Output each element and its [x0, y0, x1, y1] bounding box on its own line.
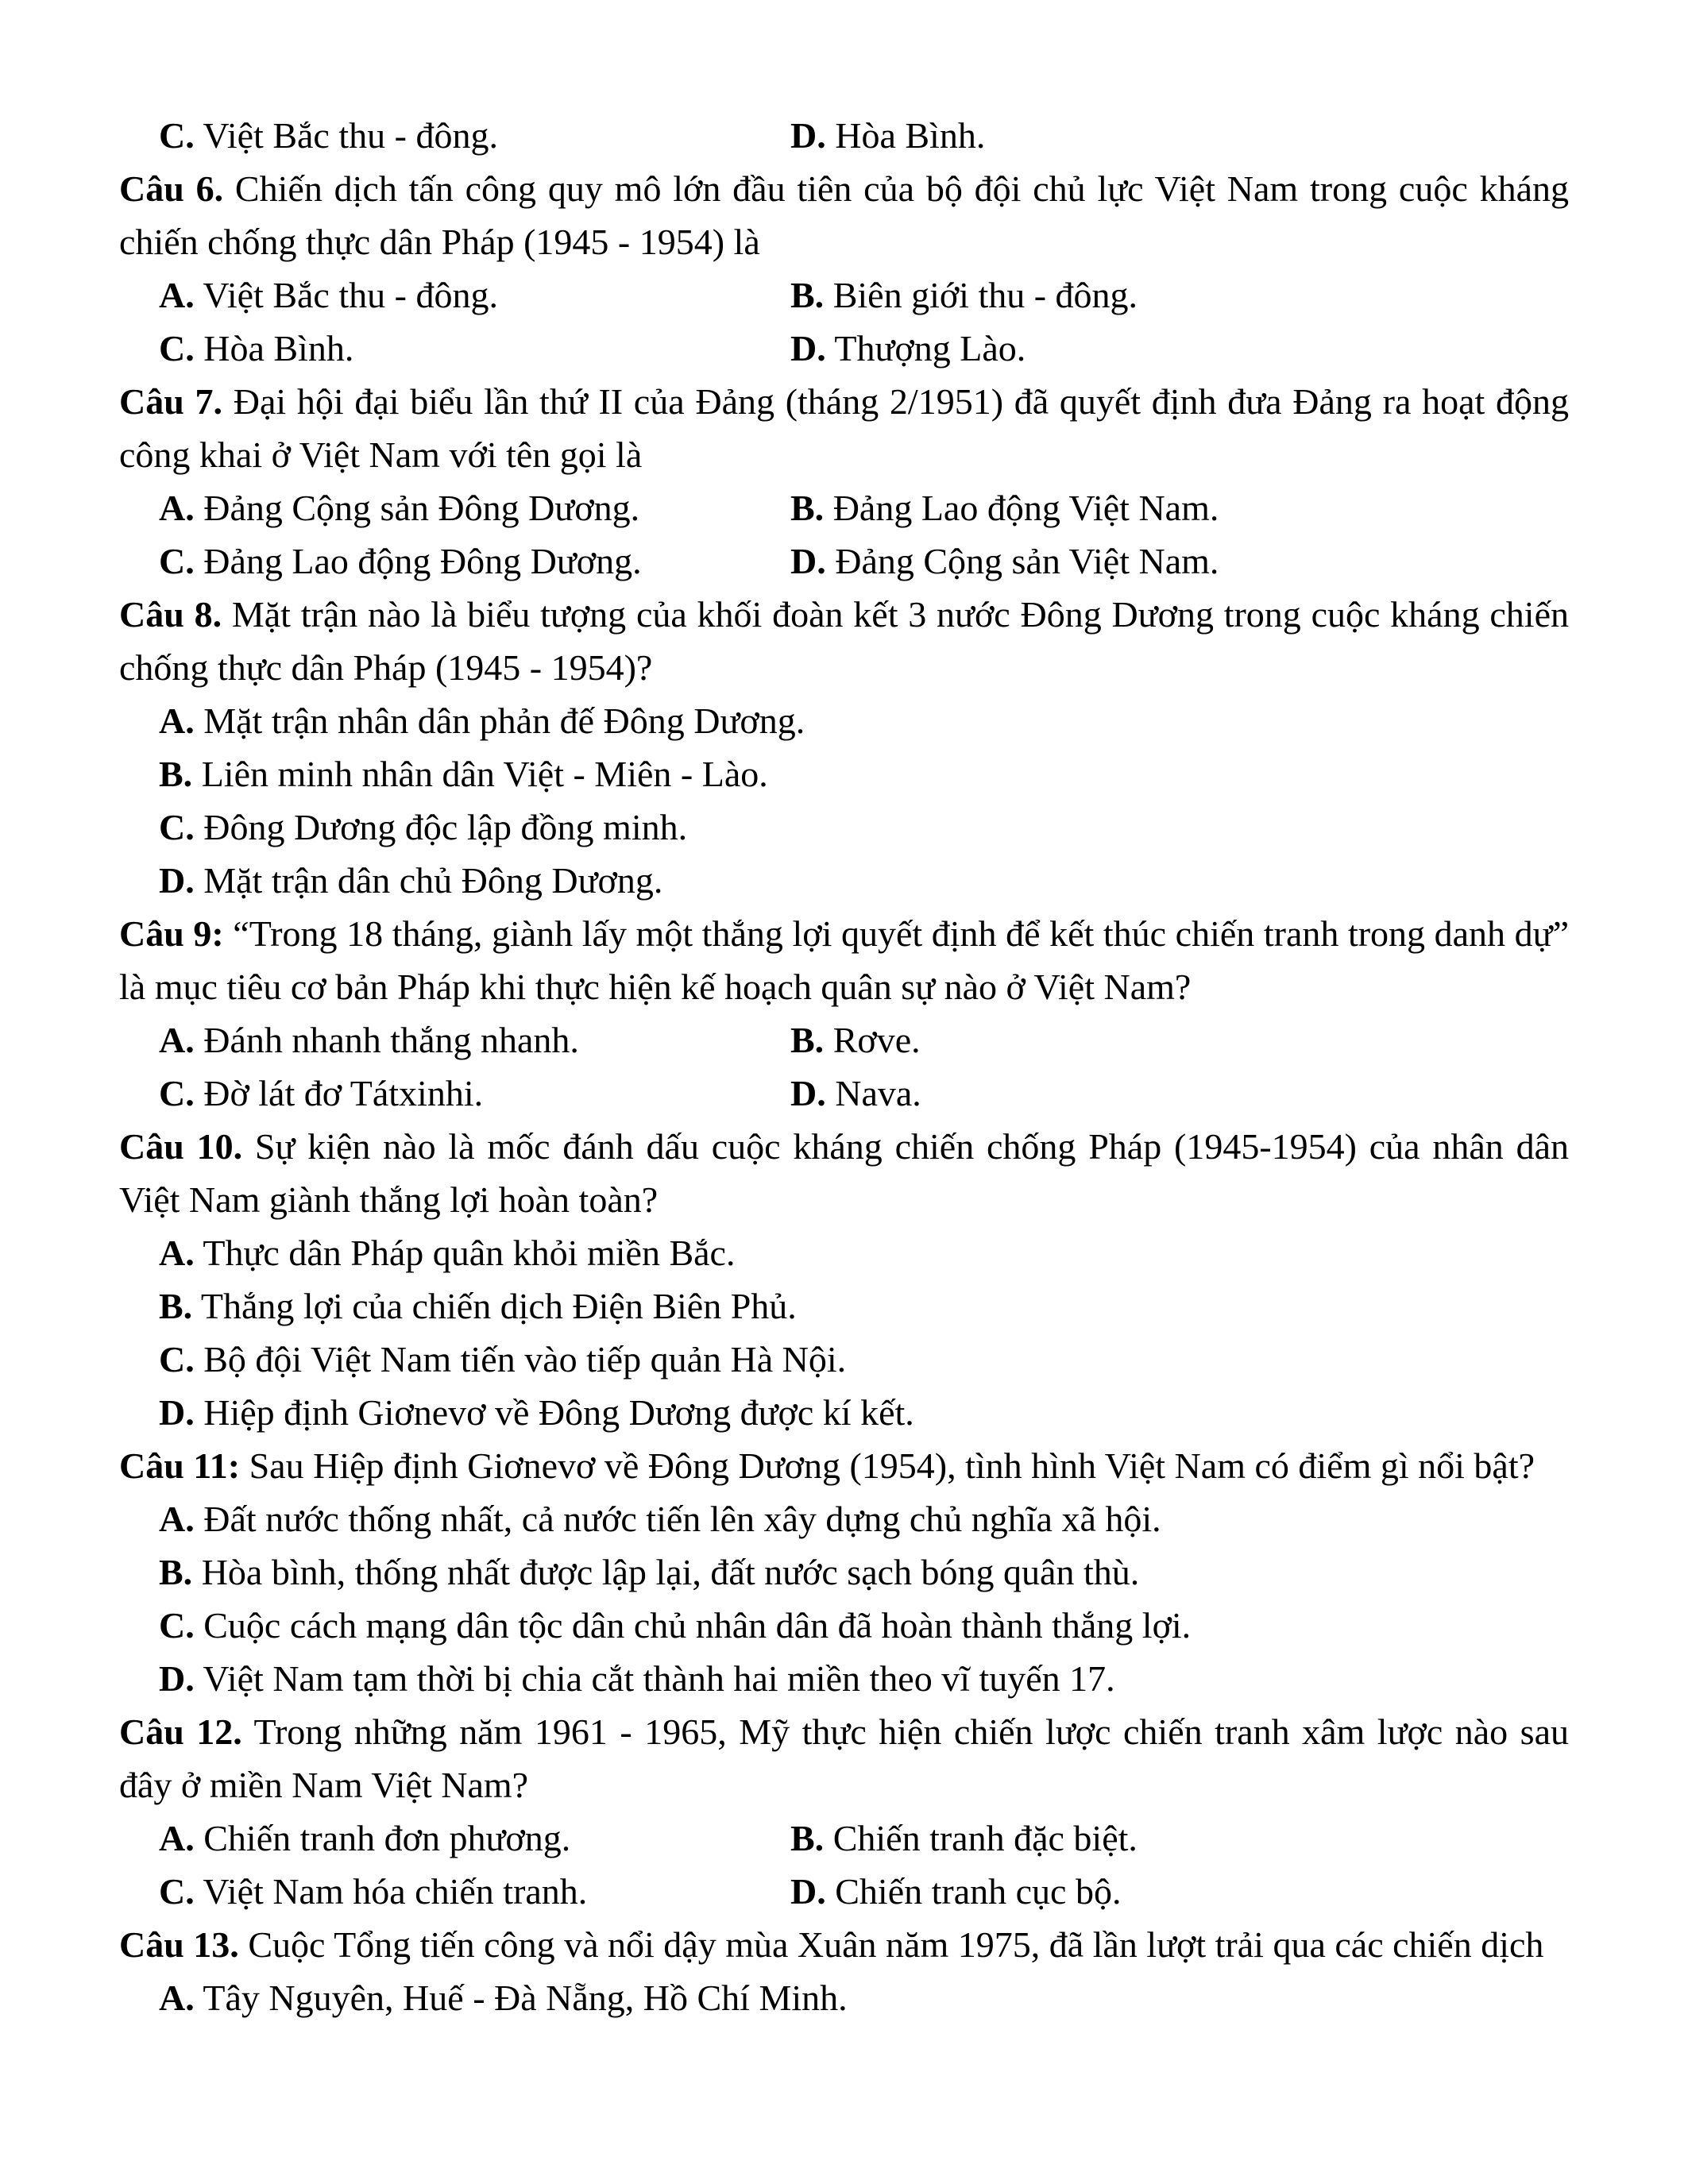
- option: [159, 1392, 914, 1433]
- question-label: Câu 11:: [119, 1445, 241, 1486]
- option: [159, 1978, 848, 2018]
- option-text: Mặt trận dân chủ Đông Dương.: [194, 860, 663, 901]
- option-text: Đờ lát đơ Tátxinhi.: [194, 1073, 484, 1113]
- option-text: Việt Nam hóa chiến tranh.: [194, 1871, 588, 1912]
- option-text: Hiệp định Giơnevơ về Đông Dương được kí kết.: [194, 1392, 914, 1433]
- option-letter: D.: [159, 1658, 195, 1699]
- option-line: [119, 1333, 1569, 1386]
- question-text: Đại hội đại biểu lần thứ II của Đảng (tháng 2/1951) đã quyết định đưa Đảng ra hoạt động công khai ở Việt Nam với tên gọi là: [119, 381, 1569, 475]
- question-paragraph: [119, 375, 1569, 481]
- option-text: Thắng lợi của chiến dịch Điện Biên Phủ.: [192, 1286, 797, 1326]
- question-paragraph: [119, 907, 1569, 1013]
- option-text: Việt Bắc thu - đông.: [194, 115, 498, 156]
- option-cell: [790, 322, 1569, 375]
- option: [159, 328, 353, 369]
- option-cell: [159, 322, 790, 375]
- option-cell: [790, 268, 1569, 322]
- option-text: Bộ đội Việt Nam tiến vào tiếp quản Hà Nội.: [194, 1339, 847, 1379]
- option-letter: C.: [159, 807, 195, 847]
- question-text: Cuộc Tổng tiến công và nổi dậy mùa Xuân năm 1975, đã lần lượt trải qua các chiến dịch: [238, 1924, 1544, 1965]
- option-line: [119, 1652, 1569, 1705]
- question-label: Câu 6.: [119, 168, 224, 209]
- option-text: Đất nước thống nhất, cả nước tiến lên xây dựng chủ nghĩa xã hội.: [194, 1499, 1161, 1539]
- option: [159, 541, 642, 581]
- question-text: Mặt trận nào là biểu tượng của khối đoàn kết 3 nước Đông Dương trong cuộc kháng chiến chống thực dân Pháp (1945 - 1954)?: [119, 594, 1569, 688]
- option-text: Thực dân Pháp quân khỏi miền Bắc.: [194, 1233, 736, 1273]
- option-cell: [159, 1812, 790, 1865]
- option-letter: C.: [159, 541, 195, 581]
- question-paragraph: [119, 588, 1569, 694]
- option-row: [119, 1067, 1569, 1120]
- option: [159, 860, 662, 901]
- question-paragraph: [119, 1439, 1569, 1492]
- option: [159, 1233, 735, 1273]
- option-text: Rơve.: [824, 1020, 921, 1060]
- option-line: [119, 694, 1569, 747]
- option-text: Việt Nam tạm thời bị chia cắt thành hai miền theo vĩ tuyến 17.: [194, 1658, 1115, 1699]
- question-label: Câu 7.: [119, 381, 223, 422]
- option: [159, 1499, 1161, 1539]
- question-text: “Trong 18 tháng, giành lấy một thắng lợi quyết định để kết thúc chiến tranh trong danh dự” là mục tiêu cơ bản Pháp khi thực hiện kế hoạch quân sự nào ở Việt Nam?: [119, 913, 1569, 1007]
- option-line: [119, 1492, 1569, 1545]
- option-text: Liên minh nhân dân Việt - Miên - Lào.: [192, 754, 768, 794]
- option-text: Việt Bắc thu - đông.: [194, 275, 498, 315]
- question-label: Câu 12.: [119, 1711, 242, 1752]
- option-letter: A.: [159, 1978, 195, 2018]
- option-row: [119, 1812, 1569, 1865]
- option: [790, 115, 985, 156]
- option-text: Hòa bình, thống nhất được lập lại, đất nước sạch bóng quân thù.: [192, 1552, 1140, 1592]
- option-letter: D.: [790, 115, 826, 156]
- option-text: Đảng Cộng sản Đông Dương.: [194, 488, 640, 528]
- option-text: Hòa Bình.: [194, 328, 354, 369]
- option-row: [119, 1013, 1569, 1067]
- option-text: Chiến tranh cục bộ.: [825, 1871, 1122, 1912]
- option-letter: A.: [159, 1233, 195, 1273]
- option-text: Đảng Cộng sản Việt Nam.: [825, 541, 1219, 581]
- option-letter: D.: [790, 541, 826, 581]
- option: [790, 328, 1026, 369]
- option-text: Đông Dương độc lập đồng minh.: [194, 807, 688, 847]
- option-cell: [159, 109, 790, 162]
- option: [159, 115, 498, 156]
- option-row: [119, 481, 1569, 534]
- option: [159, 1605, 1191, 1646]
- option-letter: B.: [790, 488, 825, 528]
- option: [159, 1818, 570, 1858]
- option-cell: [159, 1865, 790, 1918]
- option-letter: A.: [159, 700, 195, 741]
- option-text: Thượng Lào.: [825, 328, 1026, 369]
- option: [790, 1073, 921, 1113]
- option-line: [119, 801, 1569, 854]
- option-cell: [159, 481, 790, 534]
- option: [159, 1073, 483, 1113]
- option-line: [119, 747, 1569, 801]
- option-line: [119, 1971, 1569, 2024]
- option-row: [119, 1865, 1569, 1918]
- question-text: Chiến dịch tấn công quy mô lớn đầu tiên của bộ đội chủ lực Việt Nam trong cuộc kháng chiến chống thực dân Pháp (1945 - 1954) là: [119, 168, 1569, 262]
- option-letter: C.: [159, 328, 195, 369]
- option-letter: C.: [159, 115, 195, 156]
- option: [159, 754, 768, 794]
- option: [790, 1818, 1138, 1858]
- option-letter: A.: [159, 1020, 195, 1060]
- option-cell: [790, 481, 1569, 534]
- option-letter: D.: [790, 1073, 826, 1113]
- question-text: Trong những năm 1961 - 1965, Mỹ thực hiện chiến lược chiến tranh xâm lược nào sau đây ở miền Nam Việt Nam?: [119, 1711, 1569, 1805]
- question-paragraph: [119, 1705, 1569, 1812]
- question-paragraph: [119, 162, 1569, 268]
- option: [790, 1020, 921, 1060]
- option-text: Hòa Bình.: [825, 115, 986, 156]
- option: [159, 1286, 797, 1326]
- option-cell: [790, 109, 1569, 162]
- option: [159, 1339, 846, 1379]
- option-cell: [790, 534, 1569, 588]
- option-text: Mặt trận nhân dân phản đế Đông Dương.: [194, 700, 805, 741]
- option-letter: B.: [790, 1818, 825, 1858]
- option-text: Cuộc cách mạng dân tộc dân chủ nhân dân đã hoàn thành thắng lợi.: [194, 1605, 1192, 1646]
- option-row: [119, 322, 1569, 375]
- option-cell: [159, 1013, 790, 1067]
- option-text: Chiến tranh đặc biệt.: [824, 1818, 1138, 1858]
- option: [790, 275, 1138, 315]
- question-text: Sự kiện nào là mốc đánh dấu cuộc kháng chiến chống Pháp (1945-1954) của nhân dân Việt Nam giành thắng lợi hoàn toàn?: [119, 1126, 1569, 1220]
- option: [159, 1871, 587, 1912]
- option-text: Biên giới thu - đông.: [824, 275, 1138, 315]
- question-label: Câu 10.: [119, 1126, 243, 1167]
- option-letter: C.: [159, 1871, 195, 1912]
- option-line: [119, 1226, 1569, 1279]
- option-letter: B.: [790, 1020, 825, 1060]
- option-letter: A.: [159, 488, 195, 528]
- question-paragraph: [119, 1120, 1569, 1226]
- option: [159, 700, 805, 741]
- option-row: [119, 268, 1569, 322]
- option-letter: C.: [159, 1073, 195, 1113]
- option-text: Nava.: [825, 1073, 921, 1113]
- option-cell: [790, 1812, 1569, 1865]
- option-letter: A.: [159, 275, 195, 315]
- option: [159, 1658, 1115, 1699]
- option-row: [119, 109, 1569, 162]
- option: [790, 488, 1219, 528]
- option-text: Đảng Lao động Đông Dương.: [194, 541, 642, 581]
- option: [790, 541, 1219, 581]
- option-cell: [159, 268, 790, 322]
- option-line: [119, 1599, 1569, 1652]
- option: [159, 275, 498, 315]
- question-text: Sau Hiệp định Giơnevơ về Đông Dương (1954), tình hình Việt Nam có điểm gì nổi bật?: [240, 1445, 1535, 1486]
- option-letter: B.: [790, 275, 825, 315]
- option: [159, 807, 687, 847]
- option-text: Đánh nhanh thắng nhanh.: [194, 1020, 579, 1060]
- option-text: Chiến tranh đơn phương.: [194, 1818, 571, 1858]
- option-letter: D.: [790, 1871, 826, 1912]
- option-text: Đảng Lao động Việt Nam.: [824, 488, 1219, 528]
- option-cell: [790, 1865, 1569, 1918]
- option-letter: B.: [159, 1286, 193, 1326]
- question-label: Câu 8.: [119, 594, 222, 635]
- option-row: [119, 534, 1569, 588]
- option-letter: A.: [159, 1818, 195, 1858]
- option-letter: C.: [159, 1605, 195, 1646]
- option-letter: C.: [159, 1339, 195, 1379]
- question-paragraph: [119, 1918, 1569, 1971]
- option-cell: [159, 1067, 790, 1120]
- option-cell: [159, 534, 790, 588]
- option-text: Tây Nguyên, Huế - Đà Nẵng, Hồ Chí Minh.: [194, 1978, 848, 2018]
- option: [159, 1552, 1139, 1592]
- document-content: [119, 109, 1569, 2024]
- option-letter: D.: [159, 860, 195, 901]
- question-label: Câu 13.: [119, 1924, 239, 1965]
- question-label: Câu 9:: [119, 913, 224, 954]
- option-cell: [790, 1067, 1569, 1120]
- option: [159, 1020, 579, 1060]
- option-letter: D.: [159, 1392, 195, 1433]
- option: [159, 488, 639, 528]
- option-letter: B.: [159, 754, 193, 794]
- option-line: [119, 854, 1569, 907]
- option-line: [119, 1545, 1569, 1599]
- option-letter: A.: [159, 1499, 195, 1539]
- option-letter: D.: [790, 328, 826, 369]
- option-cell: [790, 1013, 1569, 1067]
- option-line: [119, 1386, 1569, 1439]
- option-letter: B.: [159, 1552, 193, 1592]
- option: [790, 1871, 1121, 1912]
- option-line: [119, 1279, 1569, 1333]
